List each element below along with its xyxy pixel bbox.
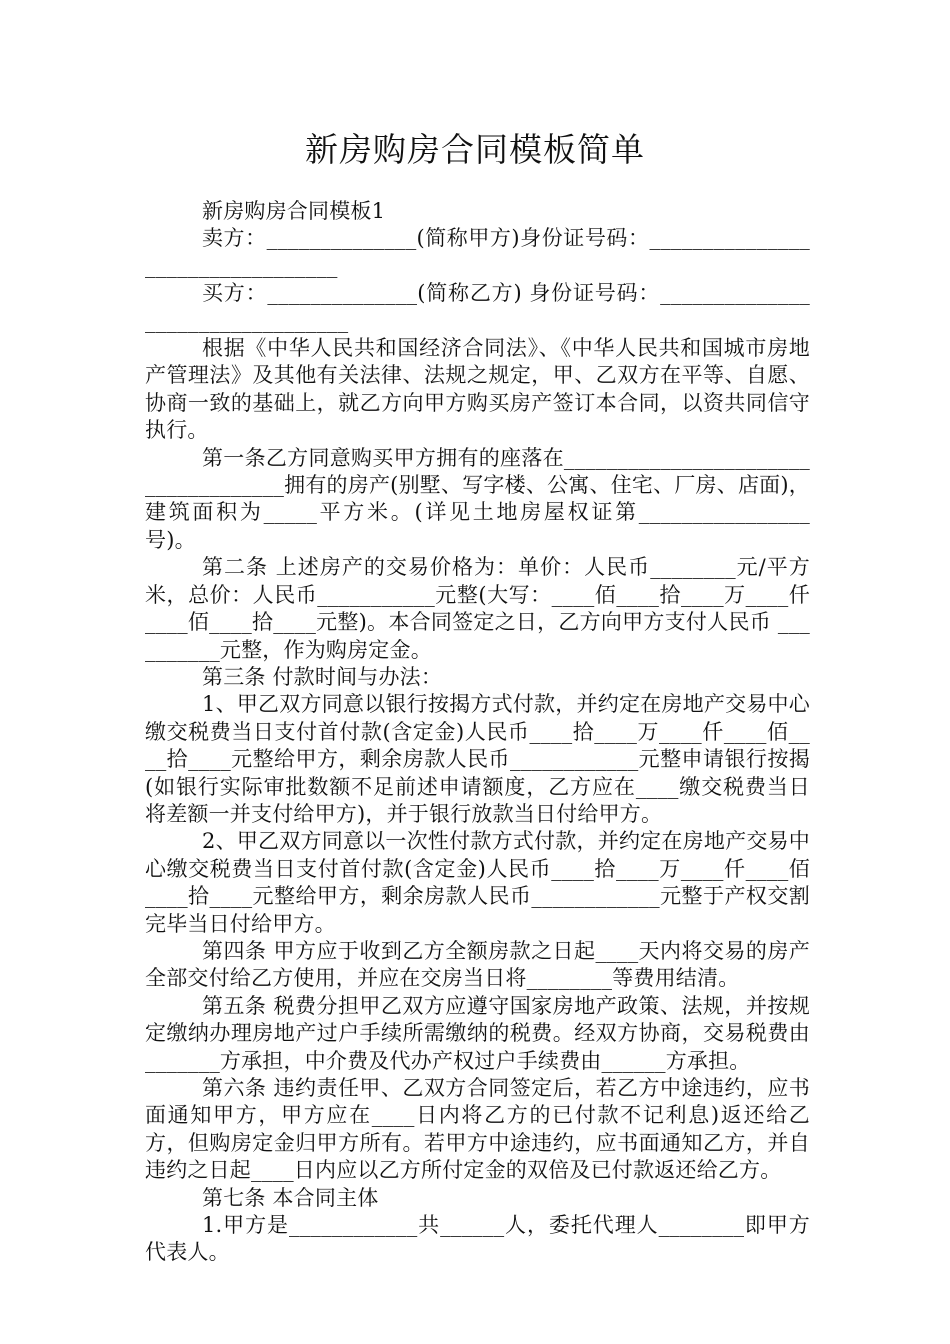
section-heading: 新房购房合同模板1 — [202, 199, 386, 223]
article-7-heading: 第七条 本合同主体 — [202, 1185, 379, 1210]
document-body — [145, 198, 810, 1267]
article-3-heading: 第三条 付款时间与办法： — [202, 664, 443, 689]
preamble-paragraph: 根据《中华人民共和国经济合同法》、《中华人民共和国城市房地产管理法》及其他有关法律、法规之规定，甲、乙双方在平等、自愿、协商一致的基础上，就乙方向甲方购买房产签订本合同，以资共同信守执行。 — [145, 336, 810, 443]
article-6-paragraph: 第六条 违约责任甲、乙双方合同签定后，若乙方中途违约，应书面通知甲方，甲方应在____日内将乙方的已付款不记利息)返还给乙方，但购房定金归甲方所有。若甲方中途违约，应书面通知乙方，并自违约之日起____日内应以乙方所付定金的双倍及已付款返还给乙方。 — [145, 1076, 810, 1183]
article-2-paragraph: 第二条 上述房产的交易价格为：单价：人民币________元/平方米，总价：人民币___________元整(大写：____佰____拾____万____仟____佰____拾____元整)。本合同签定之日，乙方向甲方支付人民币 __________元整，作为购房定金。 — [145, 555, 810, 662]
article-1-paragraph: 第一条乙方同意购买甲方拥有的座落在____________________________________拥有的房产(别墅、写字楼、公寓、住宅、厂房、店面)，建筑面积为_____平方米。(详见土地房屋权证第________________号)。 — [145, 445, 810, 552]
seller-line: 卖方：______________(简称甲方)身份证号码：_________________________________ — [145, 226, 810, 278]
article-3-clause-1: 1、甲乙双方同意以银行按揭方式付款，并约定在房地产交易中心缴交税费当日支付首付款(含定金)人民币____拾____万____仟____佰____拾____元整给甲方，剩余房款人民币____________元整申请银行按揭(如银行实际审批数额不足前述申请额度，乙方应在____缴交税费当日将差额一并支付给甲方)，并于银行放款当日付给甲方。 — [145, 692, 810, 826]
article-5-paragraph: 第五条 税费分担甲乙双方应遵守国家房地产政策、法规，并按规定缴纳办理房地产过户手续所需缴纳的税费。经双方协商，交易税费由_______方承担，中介费及代办产权过户手续费由______方承担。 — [145, 993, 810, 1073]
document-title: 新房购房合同模板简单 — [305, 130, 645, 169]
buyer-line: 买方：______________(简称乙方) 身份证号码：_________________________________ — [145, 281, 810, 333]
article-3-clause-2: 2、甲乙双方同意以一次性付款方式付款，并约定在房地产交易中心缴交税费当日支付首付款(含定金)人民币____拾____万____仟____佰____拾____元整给甲方，剩余房款人民币____________元整于产权交割完毕当日付给甲方。 — [145, 829, 810, 936]
article-7-clause-1: 1.甲方是____________共______人，委托代理人________即甲方代表人。 — [145, 1213, 810, 1265]
article-4-paragraph: 第四条 甲方应于收到乙方全额房款之日起____天内将交易的房产全部交付给乙方使用，并应在交房当日将________等费用结清。 — [145, 938, 810, 991]
